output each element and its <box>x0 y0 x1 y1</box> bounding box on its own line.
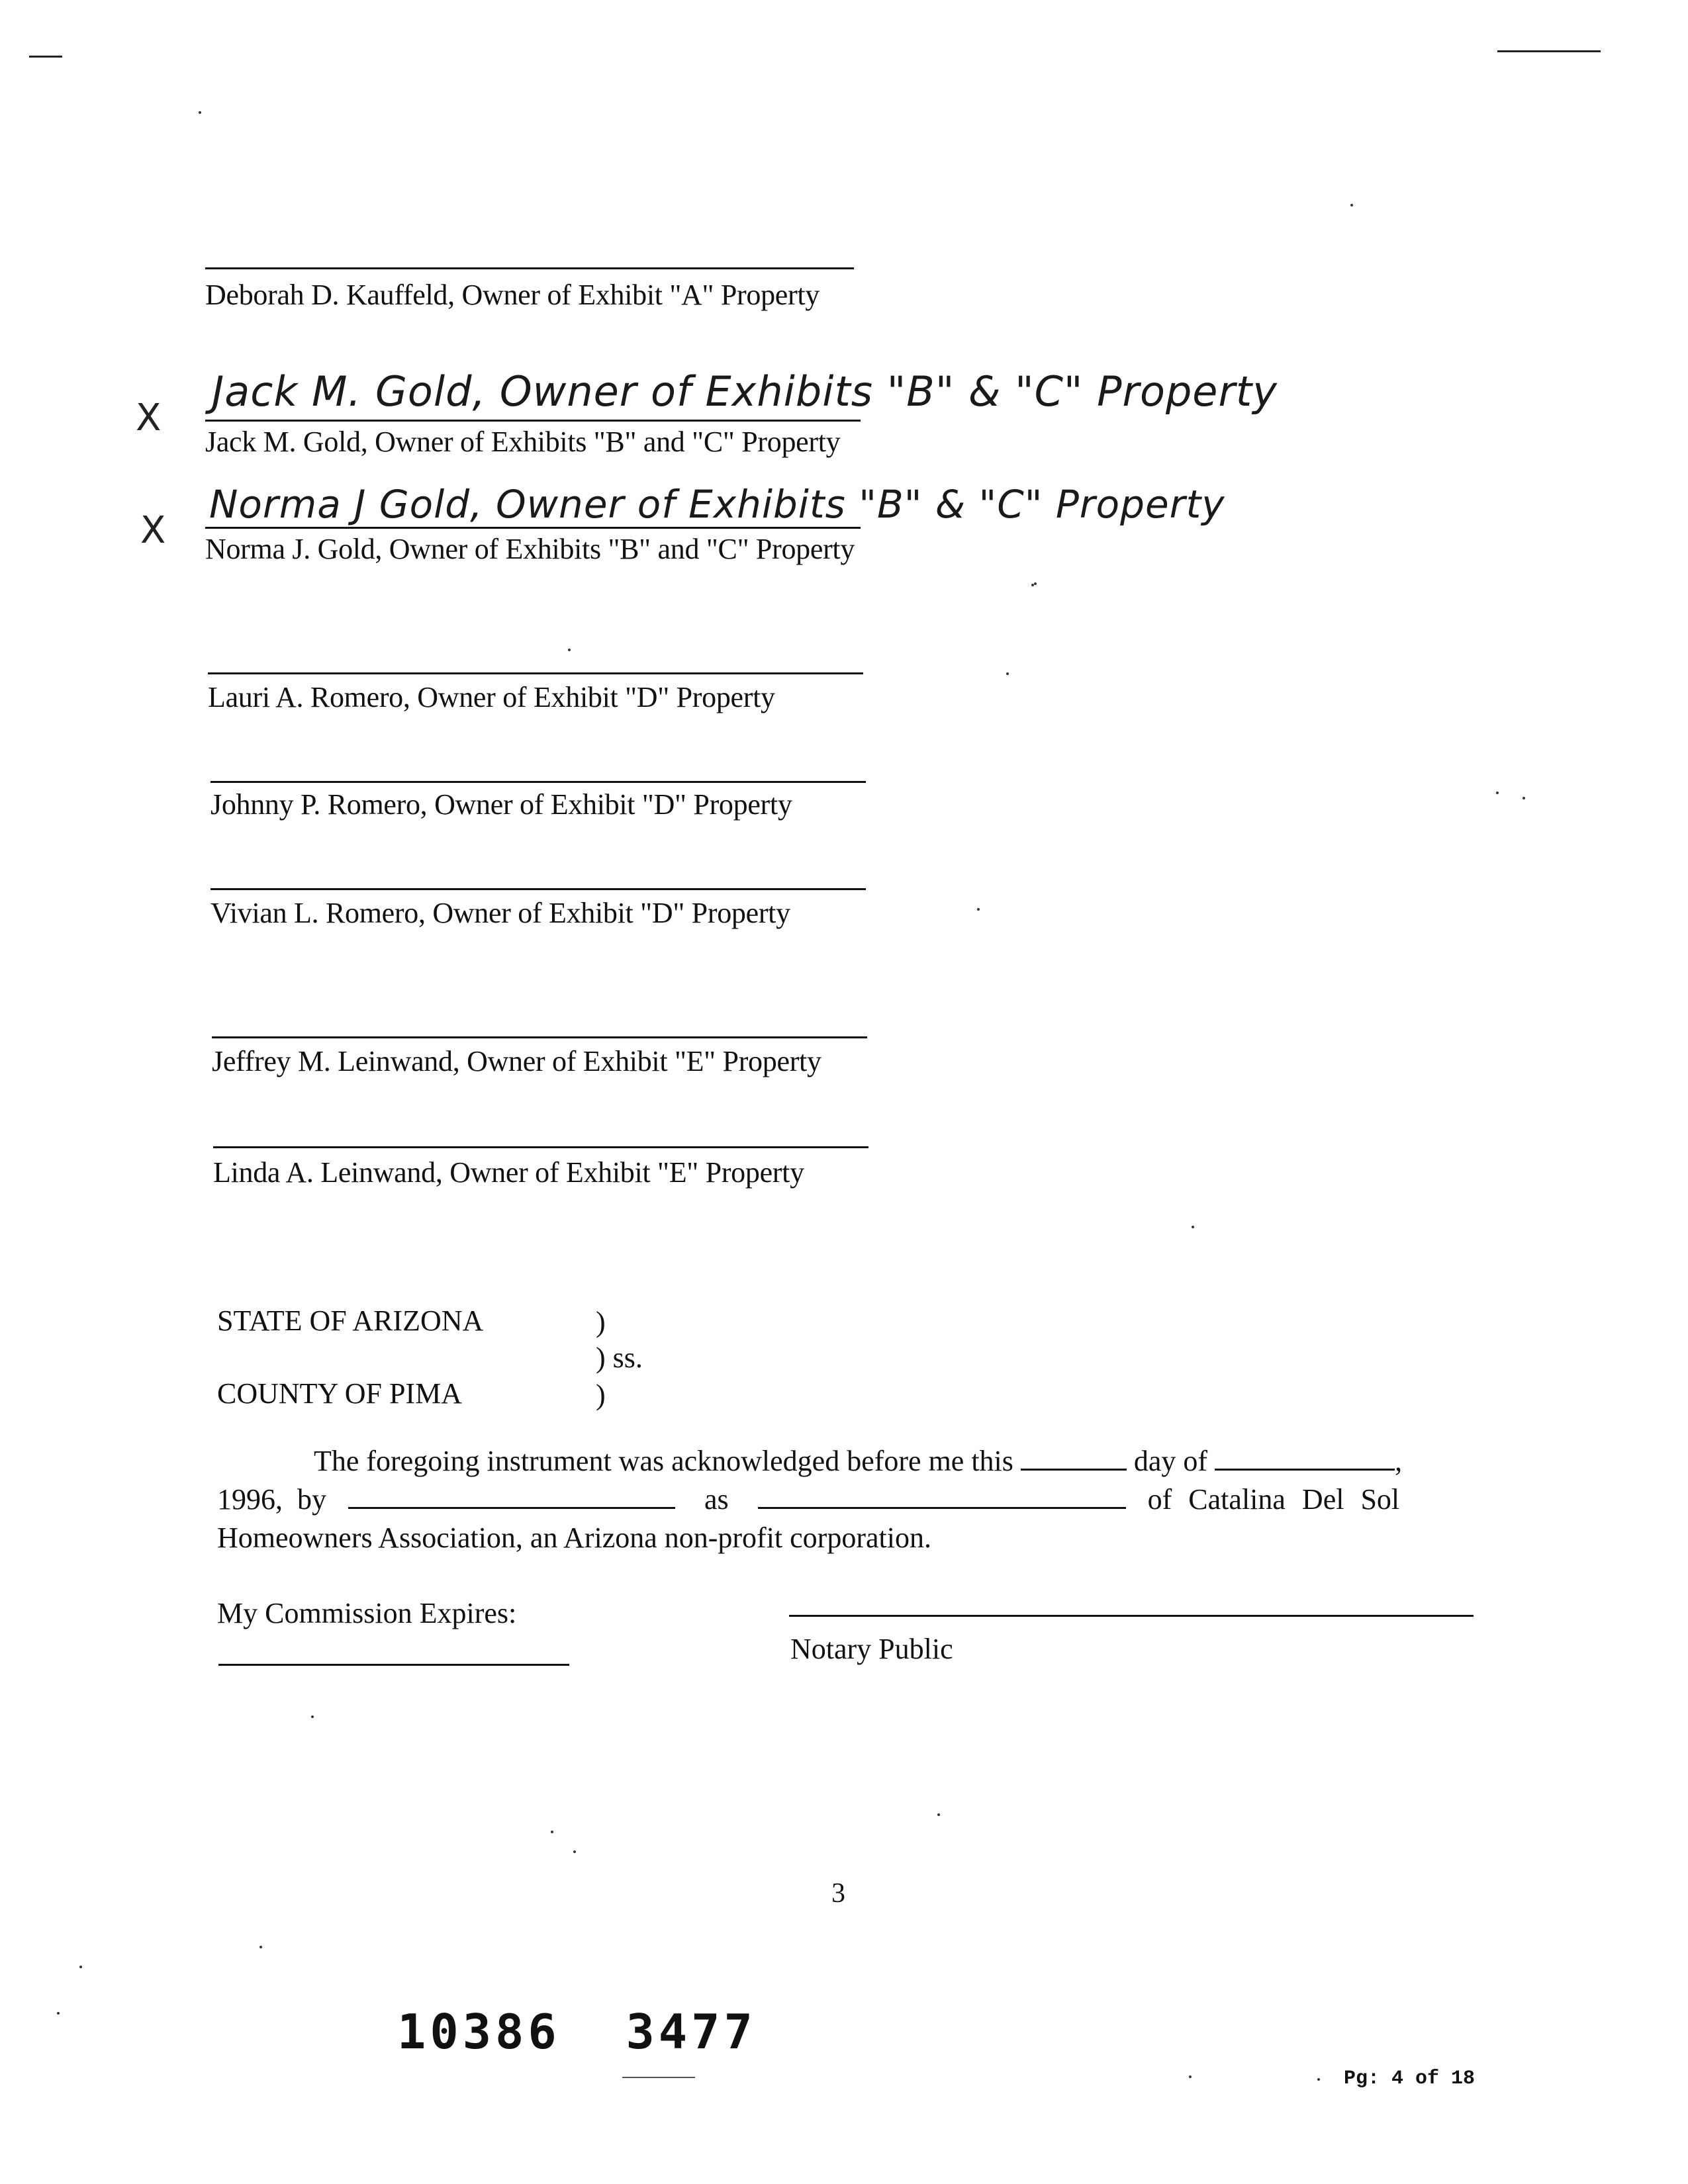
handwritten-signature: Norma J Gold, Owner of Exhibits "B" & "C" Property <box>209 482 1225 527</box>
venue-ss: ) ss. <box>596 1342 643 1374</box>
scan-speck <box>1192 1226 1194 1228</box>
signatory-label: Jack M. Gold, Owner of Exhibits "B" and "C" Property <box>205 426 841 458</box>
scan-speck <box>1034 582 1037 585</box>
signature-line <box>213 1146 868 1148</box>
scan-speck <box>79 1966 82 1968</box>
scan-speck <box>1189 2075 1192 2078</box>
ack-text: The foregoing instrument was acknowledged before me this <box>314 1445 1013 1477</box>
scan-speck <box>311 1715 314 1718</box>
scan-dash <box>622 2077 695 2078</box>
signatory-label: Vivian L. Romero, Owner of Exhibit "D" Property <box>211 897 790 929</box>
signature-line <box>211 888 866 890</box>
page-count: Pg: 4 of 18 <box>1344 2068 1476 2090</box>
acknowledgment-line-1 <box>314 1443 1402 1480</box>
as-blank <box>758 1487 1126 1509</box>
ack-year: 1996, <box>217 1483 283 1516</box>
scan-speck <box>1317 2078 1320 2081</box>
ack-comma: , <box>1395 1445 1403 1477</box>
signatory-label: Norma J. Gold, Owner of Exhibits "B" and "C" Property <box>205 533 855 565</box>
by-blank <box>348 1487 675 1509</box>
venue-paren: ) <box>596 1379 606 1411</box>
month-blank <box>1215 1449 1395 1471</box>
margin-x-mark: X <box>136 396 162 439</box>
scan-speck <box>1350 204 1353 206</box>
scan-speck <box>551 1831 553 1833</box>
commission-date-line <box>218 1664 569 1666</box>
signatory-label: Jeffrey M. Leinwand, Owner of Exhibit "E" Property <box>212 1045 821 1077</box>
scan-speck <box>1006 672 1009 675</box>
signature-line <box>211 781 866 783</box>
docket-page: 3477 <box>626 2004 757 2060</box>
notary-public-label: Notary Public <box>790 1633 953 1665</box>
scan-speck <box>259 1946 262 1948</box>
scan-speck <box>568 649 571 651</box>
ack-of: of Catalina Del Sol <box>1147 1483 1400 1516</box>
docket-number: 10386 <box>397 2004 561 2060</box>
notary-signature-line <box>789 1615 1474 1617</box>
venue-paren: ) <box>596 1306 606 1338</box>
handwritten-signature: Jack M. Gold, Owner of Exhibits "B" & "C" Property <box>212 367 1278 416</box>
scan-mark-top-right <box>1497 50 1601 52</box>
ack-as: as <box>704 1483 729 1516</box>
scan-speck <box>57 2012 60 2015</box>
page-number: 3 <box>831 1878 845 1909</box>
scan-speck <box>977 908 980 911</box>
signature-line <box>205 420 861 422</box>
scan-speck <box>573 1850 576 1853</box>
signatory-label: Deborah D. Kauffeld, Owner of Exhibit "A" Property <box>205 279 820 311</box>
state-label: STATE OF ARIZONA <box>217 1304 484 1337</box>
scan-speck <box>1496 792 1499 794</box>
ack-day-of: day of <box>1133 1445 1208 1477</box>
signatory-label: Linda A. Leinwand, Owner of Exhibit "E" Property <box>213 1156 804 1189</box>
signature-line <box>208 672 863 674</box>
scan-speck <box>937 1813 940 1816</box>
scan-speck <box>199 111 201 114</box>
commission-expires-label: My Commission Expires: <box>217 1597 517 1629</box>
signatory-label: Lauri A. Romero, Owner of Exhibit "D" Property <box>208 681 775 713</box>
county-label: COUNTY OF PIMA <box>217 1377 462 1410</box>
margin-x-mark: X <box>140 509 166 552</box>
signature-line <box>212 1036 867 1038</box>
signatory-label: Johnny P. Romero, Owner of Exhibit "D" Property <box>211 788 792 821</box>
signature-line <box>205 267 854 269</box>
acknowledgment-line-3: Homeowners Association, an Arizona non-profit corporation. <box>217 1522 931 1554</box>
scan-speck <box>1523 797 1525 799</box>
ack-by: by <box>297 1483 326 1516</box>
scan-mark-top-left <box>29 56 62 58</box>
signature-line <box>205 527 861 529</box>
day-blank <box>1021 1449 1127 1471</box>
recording-stamp <box>397 2005 757 2058</box>
scan-speck <box>1031 584 1034 586</box>
acknowledgment-line-2 <box>217 1481 1399 1518</box>
